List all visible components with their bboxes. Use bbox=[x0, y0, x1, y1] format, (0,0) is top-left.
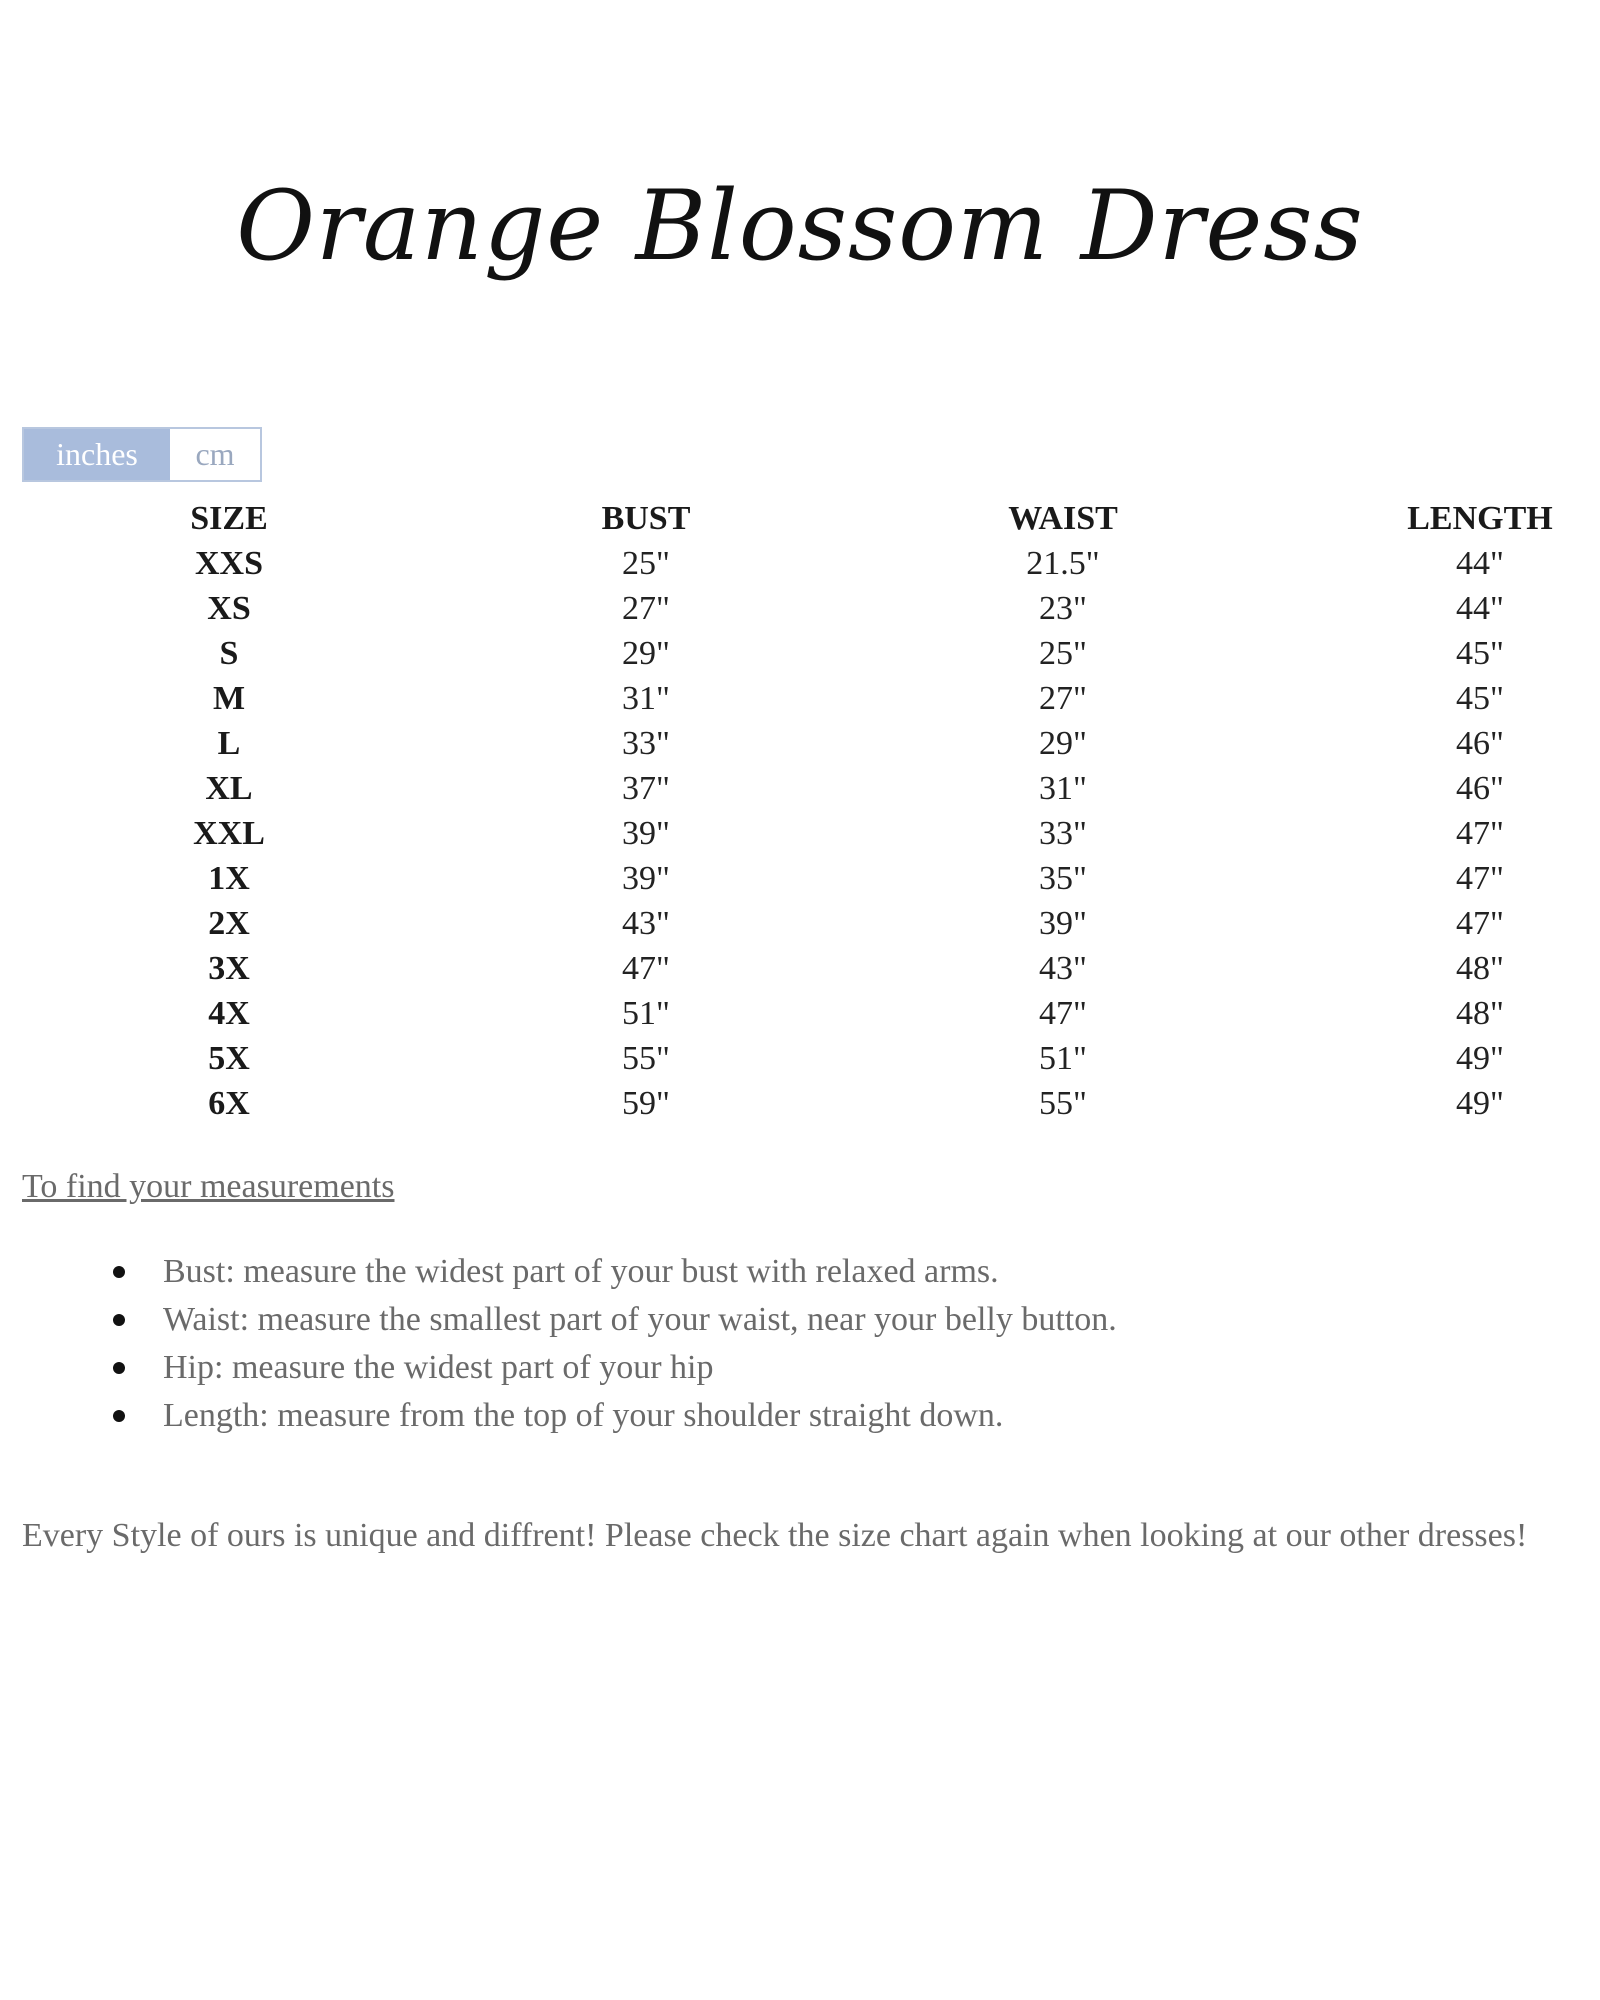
bullet-icon bbox=[113, 1266, 125, 1278]
length-cell: 47" bbox=[1456, 815, 1504, 852]
header-size: SIZE bbox=[190, 500, 268, 537]
length-cell: 49" bbox=[1456, 1040, 1504, 1077]
list-item bbox=[0, 1392, 1117, 1440]
waist-cell: 55" bbox=[1039, 1085, 1087, 1122]
list-item bbox=[0, 1248, 1117, 1296]
unit-inches-button[interactable]: inches bbox=[24, 429, 170, 480]
unit-toggle bbox=[22, 427, 262, 482]
size-cell: 5X bbox=[208, 1040, 250, 1077]
bust-cell: 31" bbox=[622, 680, 670, 717]
table-row bbox=[0, 1081, 1600, 1126]
waist-cell: 21.5" bbox=[1026, 545, 1100, 582]
size-cell: 4X bbox=[208, 995, 250, 1032]
size-cell: M bbox=[212, 680, 246, 717]
length-cell: 46" bbox=[1456, 770, 1504, 807]
table-header-row bbox=[0, 496, 1600, 541]
bullet-icon bbox=[113, 1362, 125, 1374]
length-cell: 45" bbox=[1456, 635, 1504, 672]
measurements-list bbox=[0, 1248, 1117, 1440]
waist-cell: 43" bbox=[1039, 950, 1087, 987]
list-item bbox=[0, 1296, 1117, 1344]
bust-cell: 33" bbox=[622, 725, 670, 762]
bust-cell: 55" bbox=[622, 1040, 670, 1077]
measurement-waist-text: Waist: measure the smallest part of your waist, near your belly button. bbox=[163, 1301, 1117, 1338]
length-cell: 45" bbox=[1456, 680, 1504, 717]
waist-cell: 23" bbox=[1039, 590, 1087, 627]
size-chart-table bbox=[0, 496, 1600, 1126]
table-row bbox=[0, 1036, 1600, 1081]
table-row bbox=[0, 586, 1600, 631]
table-row bbox=[0, 901, 1600, 946]
size-cell: 3X bbox=[208, 950, 250, 987]
bust-cell: 39" bbox=[622, 860, 670, 897]
waist-cell: 25" bbox=[1039, 635, 1087, 672]
bust-cell: 39" bbox=[622, 815, 670, 852]
measurement-hip-text: Hip: measure the widest part of your hip bbox=[163, 1349, 714, 1386]
list-item bbox=[0, 1344, 1117, 1392]
page-title: Orange Blossom Dress bbox=[236, 170, 1364, 282]
bullet-icon bbox=[113, 1314, 125, 1326]
size-cell: XS bbox=[207, 590, 251, 627]
length-cell: 44" bbox=[1456, 590, 1504, 627]
footer-note: Every Style of ours is unique and diffrent! Please check the size chart again when looking at our other dresses! bbox=[22, 1517, 1528, 1554]
waist-cell: 27" bbox=[1039, 680, 1087, 717]
unit-cm-button[interactable]: cm bbox=[170, 429, 260, 480]
waist-cell: 33" bbox=[1039, 815, 1087, 852]
size-cell: L bbox=[217, 725, 241, 762]
waist-cell: 35" bbox=[1039, 860, 1087, 897]
bust-cell: 25" bbox=[622, 545, 670, 582]
size-cell: S bbox=[219, 635, 239, 672]
header-waist: WAIST bbox=[1008, 500, 1118, 537]
table-row bbox=[0, 811, 1600, 856]
waist-cell: 47" bbox=[1039, 995, 1087, 1032]
table-row bbox=[0, 676, 1600, 721]
bust-cell: 43" bbox=[622, 905, 670, 942]
bust-cell: 29" bbox=[622, 635, 670, 672]
length-cell: 44" bbox=[1456, 545, 1504, 582]
size-cell: XL bbox=[205, 770, 253, 807]
length-cell: 47" bbox=[1456, 905, 1504, 942]
size-cell: XXS bbox=[194, 545, 264, 582]
measurements-heading: To find your measurements bbox=[22, 1168, 395, 1205]
table-row bbox=[0, 631, 1600, 676]
length-cell: 48" bbox=[1456, 995, 1504, 1032]
bust-cell: 37" bbox=[622, 770, 670, 807]
length-cell: 46" bbox=[1456, 725, 1504, 762]
header-bust: BUST bbox=[601, 500, 691, 537]
waist-cell: 51" bbox=[1039, 1040, 1087, 1077]
length-cell: 49" bbox=[1456, 1085, 1504, 1122]
table-row bbox=[0, 541, 1600, 586]
table-row bbox=[0, 766, 1600, 811]
size-cell: 1X bbox=[208, 860, 250, 897]
table-row bbox=[0, 721, 1600, 766]
bullet-icon bbox=[113, 1410, 125, 1422]
bust-cell: 47" bbox=[622, 950, 670, 987]
length-cell: 47" bbox=[1456, 860, 1504, 897]
waist-cell: 39" bbox=[1039, 905, 1087, 942]
bust-cell: 59" bbox=[622, 1085, 670, 1122]
table-row bbox=[0, 856, 1600, 901]
bust-cell: 27" bbox=[622, 590, 670, 627]
size-cell: 6X bbox=[208, 1085, 250, 1122]
measurement-length-text: Length: measure from the top of your shoulder straight down. bbox=[163, 1397, 1004, 1434]
waist-cell: 29" bbox=[1039, 725, 1087, 762]
table-row bbox=[0, 991, 1600, 1036]
length-cell: 48" bbox=[1456, 950, 1504, 987]
bust-cell: 51" bbox=[622, 995, 670, 1032]
table-row bbox=[0, 946, 1600, 991]
header-length: LENGTH bbox=[1407, 500, 1553, 537]
size-cell: 2X bbox=[208, 905, 250, 942]
measurement-bust-text: Bust: measure the widest part of your bust with relaxed arms. bbox=[163, 1253, 999, 1290]
waist-cell: 31" bbox=[1039, 770, 1087, 807]
size-cell: XXL bbox=[193, 815, 265, 852]
